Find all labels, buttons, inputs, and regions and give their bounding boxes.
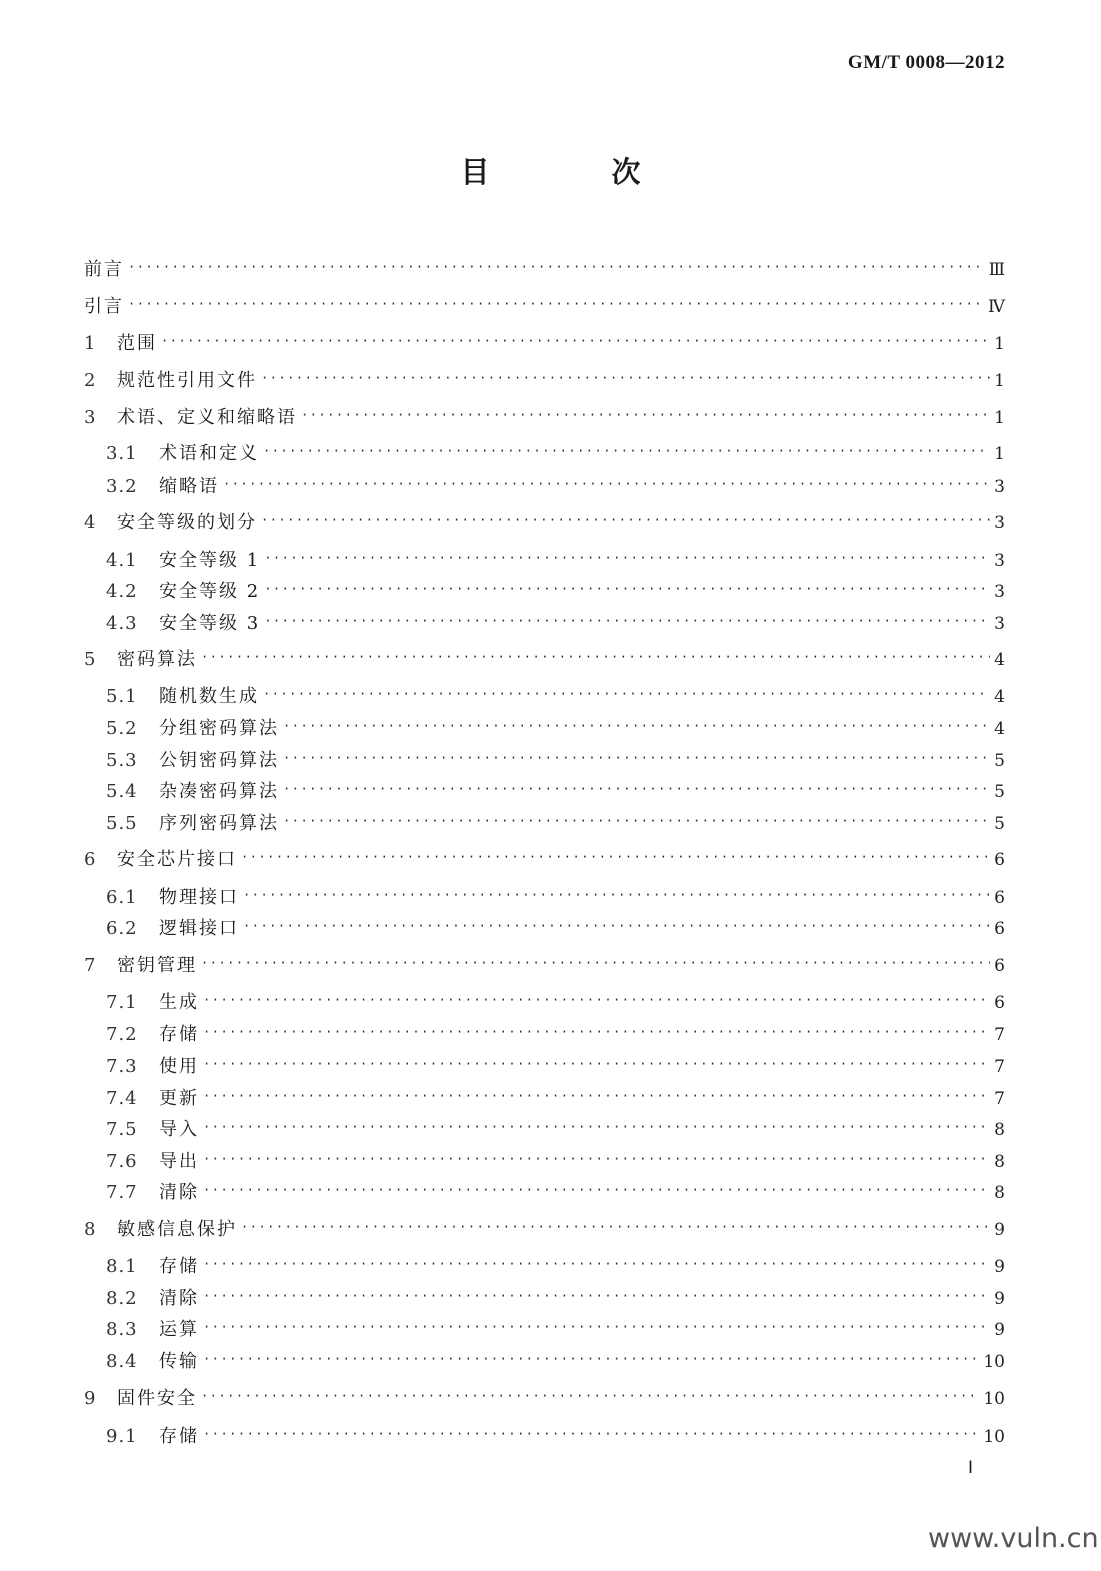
dot-leader: [203, 1314, 990, 1340]
toc-entry-number: 3.2: [106, 476, 138, 497]
dot-leader: [283, 745, 990, 771]
toc-entry-number: 2: [84, 370, 97, 391]
toc-entry[interactable]: [84, 294, 1005, 320]
toc-entry-number: 7.5: [106, 1119, 138, 1140]
toc-entry[interactable]: [106, 548, 1005, 574]
toc-entry-label: 存储: [159, 1024, 199, 1045]
toc-entry-number: 6: [84, 849, 97, 870]
toc-entry-number: 8.3: [106, 1319, 138, 1340]
toc-entry-label: 敏感信息保护: [117, 1219, 237, 1240]
toc-entry-page: 6: [994, 956, 1005, 976]
toc-entry-page: 10: [983, 1389, 1005, 1409]
dot-leader: [261, 507, 990, 533]
toc-entry-label: 存储: [159, 1256, 199, 1277]
toc-entry-page: 9: [994, 1289, 1005, 1309]
toc-entry-label: 术语、定义和缩略语: [117, 407, 297, 428]
toc-entry-page: 7: [994, 1089, 1005, 1109]
toc-entry[interactable]: [84, 1217, 1005, 1243]
toc-entry-number: 8.1: [106, 1256, 138, 1277]
toc-entry-number: 6.2: [106, 918, 138, 939]
toc-entry-page: 9: [994, 1257, 1005, 1277]
toc-entry-page: 9: [994, 1220, 1005, 1240]
toc-entry-number: 4.2: [106, 581, 138, 602]
toc-entry-label: 随机数生成: [159, 686, 259, 707]
toc-entry-number: 9.1: [106, 1426, 138, 1447]
dot-leader: [263, 681, 990, 707]
toc-entry[interactable]: [84, 847, 1005, 873]
toc-entry[interactable]: [106, 990, 1005, 1016]
toc-entry-page: 1: [994, 408, 1005, 428]
toc-entry-page: 1: [994, 334, 1005, 354]
toc-entry-page: 6: [994, 919, 1005, 939]
toc-entry[interactable]: [106, 811, 1005, 837]
toc-entry-label: 安全等级的划分: [117, 512, 257, 533]
toc-entry-number: 4.1: [106, 550, 138, 571]
toc-entry[interactable]: [106, 1022, 1005, 1048]
toc-entry-page: 10: [983, 1352, 1005, 1372]
page-number: Ⅰ: [968, 1458, 974, 1477]
dot-leader: [263, 438, 990, 464]
toc-entry-number: 8.2: [106, 1288, 138, 1309]
dot-leader: [203, 1083, 990, 1109]
toc-entry-label: 使用: [159, 1056, 199, 1077]
toc-entry-label: 引言: [84, 296, 124, 317]
toc-entry-page: 1: [994, 444, 1005, 464]
toc-entry-number: 5.4: [106, 781, 138, 802]
toc-entry-label: 规范性引用文件: [117, 370, 257, 391]
toc-entry[interactable]: [106, 1086, 1005, 1112]
standard-code: GM/T 0008—2012: [847, 52, 1005, 73]
toc-entry-label: 生成: [159, 992, 199, 1013]
toc-entry-page: 7: [994, 1025, 1005, 1045]
toc-entry-number: 5.2: [106, 718, 138, 739]
dot-leader: [241, 844, 990, 870]
toc-entry-label: 前言: [84, 259, 124, 280]
toc-entry-label: 公钥密码算法: [159, 750, 279, 771]
toc-entry-page: 5: [994, 751, 1005, 771]
dot-leader: [128, 291, 984, 317]
toc-entry-label: 逻辑接口: [159, 918, 239, 939]
dot-leader: [223, 471, 990, 497]
toc-entry[interactable]: [106, 716, 1005, 742]
dot-leader: [261, 365, 990, 391]
toc-entry-label: 导入: [159, 1119, 199, 1140]
toc-entry[interactable]: [84, 647, 1005, 673]
toc-entry-label: 更新: [159, 1088, 199, 1109]
toc-entry-label: 分组密码算法: [159, 718, 279, 739]
toc-entry-number: 7.4: [106, 1088, 138, 1109]
dot-leader: [241, 1214, 990, 1240]
dot-leader: [243, 882, 990, 908]
dot-leader: [264, 608, 990, 634]
toc-entry-number: 7.3: [106, 1056, 138, 1077]
toc-entry[interactable]: [84, 953, 1005, 979]
toc-entry[interactable]: [106, 1317, 1005, 1343]
toc-entry[interactable]: [106, 1149, 1005, 1175]
toc-entry-page: 4: [994, 687, 1005, 707]
toc-entry-label: 安全芯片接口: [117, 849, 237, 870]
toc-entry[interactable]: [106, 1286, 1005, 1312]
toc-entry[interactable]: [84, 405, 1005, 431]
toc-entry-page: 6: [994, 993, 1005, 1013]
dot-leader: [203, 1019, 990, 1045]
toc-entry-label: 杂凑密码算法: [159, 781, 279, 802]
toc-entry-page: 7: [994, 1057, 1005, 1077]
dot-leader: [203, 1283, 990, 1309]
toc-entry-label: 术语和定义: [159, 443, 259, 464]
toc-entry[interactable]: [84, 257, 1005, 283]
toc-entry-label: 存储: [159, 1426, 199, 1447]
toc-entry-label: 物理接口: [159, 887, 239, 908]
toc-entry[interactable]: [106, 748, 1005, 774]
toc-entry-label: 导出: [159, 1151, 199, 1172]
toc-entry-page: 8: [994, 1120, 1005, 1140]
toc-entry-number: 3: [84, 407, 97, 428]
toc-entry-label: 缩略语: [159, 476, 219, 497]
toc-entry[interactable]: [84, 510, 1005, 536]
toc-entry-page: 1: [994, 371, 1005, 391]
toc-entry-page: 8: [994, 1152, 1005, 1172]
toc-entry[interactable]: [106, 1424, 1005, 1450]
dot-leader: [203, 1051, 990, 1077]
toc-entry-page: 3: [994, 551, 1005, 571]
dot-leader: [203, 1421, 979, 1447]
toc-entry-number: 3.1: [106, 443, 138, 464]
toc-entry-page: 3: [994, 513, 1005, 533]
toc-entry-number: 9: [84, 1388, 97, 1409]
toc-entry[interactable]: [106, 1117, 1005, 1143]
toc-entry[interactable]: [106, 916, 1005, 942]
toc-entry-page: Ⅳ: [988, 297, 1005, 317]
dot-leader: [301, 402, 990, 428]
dot-leader: [283, 713, 990, 739]
toc-entry-page: Ⅲ: [988, 260, 1005, 280]
toc-title: 目 次: [460, 155, 697, 189]
toc-entry-label: 运算: [159, 1319, 199, 1340]
toc-entry-label: 序列密码算法: [159, 813, 279, 834]
toc-entry-page: 3: [994, 614, 1005, 634]
toc-entry[interactable]: [106, 1054, 1005, 1080]
toc-entry-label: 密码算法: [117, 649, 197, 670]
toc-entry-number: 4.3: [106, 613, 138, 634]
toc-entry-label: 密钥管理: [117, 955, 197, 976]
dot-leader: [243, 913, 990, 939]
toc-entry-number: 7.1: [106, 992, 138, 1013]
watermark: www.vuln.cn: [928, 1523, 1099, 1554]
dot-leader: [203, 987, 990, 1013]
toc-entry-label: 固件安全: [117, 1388, 197, 1409]
dot-leader: [203, 1114, 990, 1140]
toc-entry[interactable]: [106, 885, 1005, 911]
toc-entry-label: 清除: [159, 1182, 199, 1203]
dot-leader: [201, 950, 990, 976]
toc-entry-label: 安全等级 3: [159, 613, 261, 634]
table-of-contents: [84, 0, 1005, 1571]
toc-entry-page: 3: [994, 582, 1005, 602]
toc-entry-number: 4: [84, 512, 97, 533]
dot-leader: [203, 1251, 990, 1277]
toc-entry[interactable]: [106, 1180, 1005, 1206]
toc-entry-page: 6: [994, 888, 1005, 908]
dot-leader: [203, 1146, 990, 1172]
toc-entry-number: 7.2: [106, 1024, 138, 1045]
toc-entry[interactable]: [106, 441, 1005, 467]
toc-entry[interactable]: [84, 331, 1005, 357]
dot-leader: [201, 644, 990, 670]
toc-entry-number: 7.7: [106, 1182, 138, 1203]
toc-entry-page: 10: [983, 1427, 1005, 1447]
toc-entry-label: 传输: [159, 1351, 199, 1372]
toc-entry-page: 3: [994, 477, 1005, 497]
toc-entry-page: 5: [994, 782, 1005, 802]
toc-entry[interactable]: [106, 579, 1005, 605]
toc-entry-number: 5.5: [106, 813, 138, 834]
toc-entry[interactable]: [106, 684, 1005, 710]
toc-entry[interactable]: [106, 611, 1005, 637]
toc-entry-number: 8.4: [106, 1351, 138, 1372]
toc-entry-label: 安全等级 1: [159, 550, 261, 571]
toc-entry-label: 清除: [159, 1288, 199, 1309]
toc-entry[interactable]: [84, 1386, 1005, 1412]
toc-entry-label: 安全等级 2: [159, 581, 261, 602]
toc-entry-page: 9: [994, 1320, 1005, 1340]
dot-leader: [128, 254, 985, 280]
dot-leader: [283, 776, 990, 802]
dot-leader: [161, 328, 990, 354]
toc-entry-number: 1: [84, 333, 97, 354]
toc-entry-page: 5: [994, 814, 1005, 834]
toc-entry-page: 6: [994, 850, 1005, 870]
toc-entry-label: 范围: [117, 333, 157, 354]
toc-entry-page: 8: [994, 1183, 1005, 1203]
dot-leader: [264, 576, 990, 602]
dot-leader: [283, 808, 990, 834]
toc-entry[interactable]: [106, 1349, 1005, 1375]
toc-entry[interactable]: [106, 779, 1005, 805]
toc-entry-number: 5: [84, 649, 97, 670]
toc-entry[interactable]: [106, 474, 1005, 500]
dot-leader: [264, 545, 990, 571]
toc-entry[interactable]: [84, 368, 1005, 394]
toc-entry-number: 5.1: [106, 686, 138, 707]
toc-entry-number: 6.1: [106, 887, 138, 908]
toc-entry-number: 5.3: [106, 750, 138, 771]
toc-entry-page: 4: [994, 650, 1005, 670]
toc-entry-number: 7.6: [106, 1151, 138, 1172]
dot-leader: [201, 1383, 979, 1409]
dot-leader: [203, 1177, 990, 1203]
toc-entry-page: 4: [994, 719, 1005, 739]
toc-entry[interactable]: [106, 1254, 1005, 1280]
toc-entry-number: 7: [84, 955, 97, 976]
toc-entry-number: 8: [84, 1219, 97, 1240]
dot-leader: [203, 1346, 979, 1372]
